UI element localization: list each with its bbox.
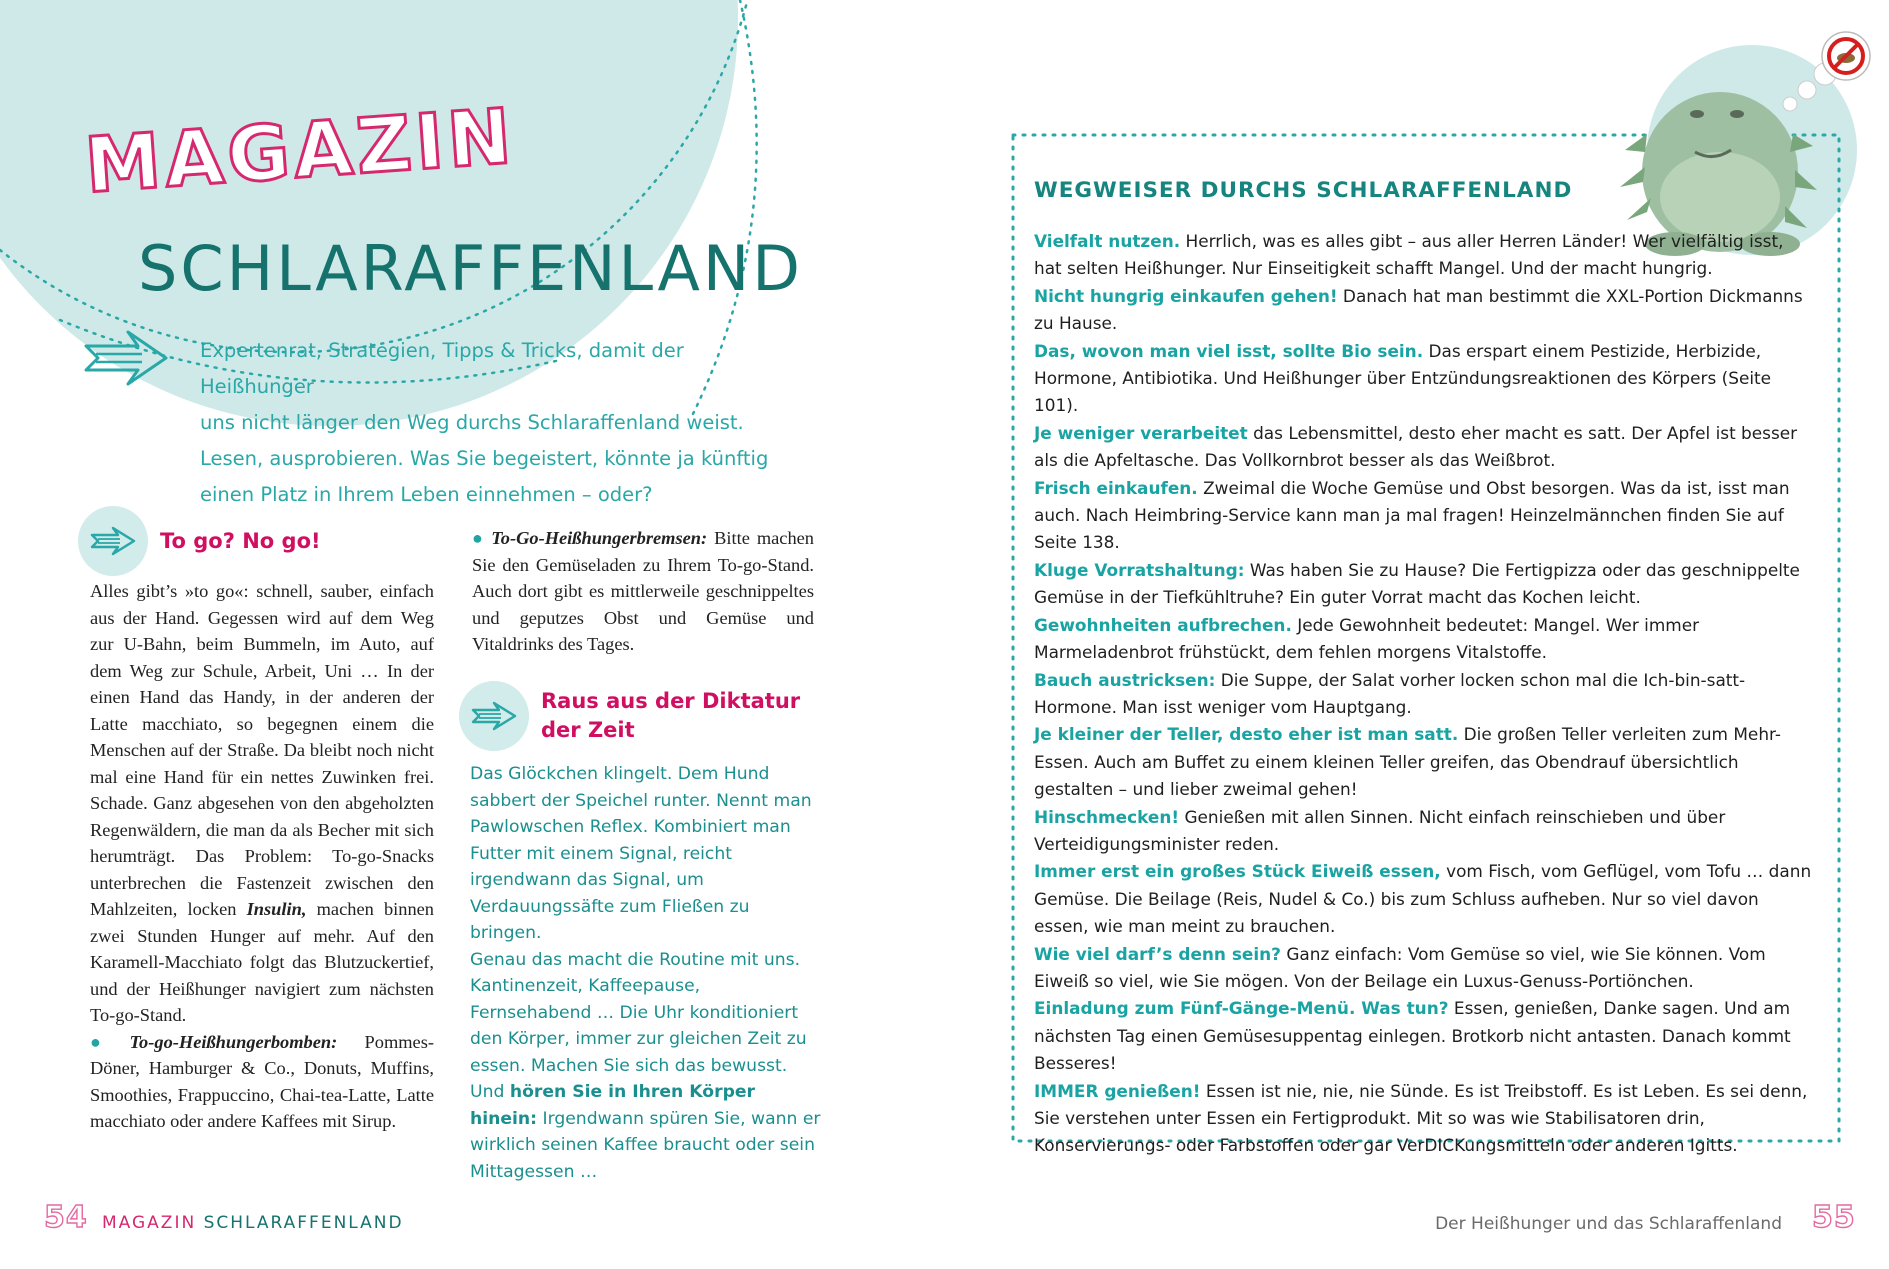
wegweiser-list xyxy=(1034,228,1816,1160)
intro-text xyxy=(200,333,780,513)
wegweiser-item: Bauch austricksen: Die Suppe, der Salat vorher locken schon mal die Ich-bin-satt-Hormone. Man isst weniger vom Hauptgang. xyxy=(1034,669,1746,717)
wegweiser-item: Vielfalt nutzen. Herrlich, was es alles gibt – aus aller Herren Länder! Wer vielfältig isst, hat selten Heißhunger. Nur Einseitigkeit schafft Mangel. Und der macht hungrig. xyxy=(1034,231,1784,279)
section-title: To go? No go! xyxy=(160,528,321,553)
page-number-right: 55 xyxy=(1812,1200,1856,1235)
intro-line: uns nicht länger den Weg durchs Schlaraffenland weist. xyxy=(200,411,744,434)
wegweiser-item: Frisch einkaufen. Zweimal die Woche Gemüse und Obst besorgen. Was da ist, isst man auch. Nach Heimbring-Service kann man ja mal fragen! Heinzelmännchen finden Sie auf Seite 138. xyxy=(1034,477,1790,553)
wegweiser-item: Wie viel darf’s denn sein? Ganz einfach: Vom Gemüse so viel, wie Sie können. Vom Eiweiß so viel, wie Sie mögen. Von der Beilage ein Luxus-Genuss-Portiönchen. xyxy=(1034,943,1766,991)
section-heading-togo xyxy=(78,506,321,576)
wegweiser-item: IMMER genießen! Essen ist nie, nie, nie Sünde. Es ist Treibstoff. Es ist Leben. Es sei denn, Sie verstehen unter Essen ein Fertigprodukt. Mit so was wie Stabilisatoren drin, Konservierungs- oder Farbstoffen oder gar VerDICKungsmitteln oder anderen Igitts. xyxy=(1034,1080,1808,1156)
diktatur-paragraph: Genau das macht die Routine mit uns. Kantinenzeit, Kaffeepause, Fernsehabend … Die Uhr konditioniert den Körper, immer zur gleichen Zeit zu essen. Machen Sie sich das bewusst. xyxy=(470,949,807,1076)
togo-paragraph: Alles gibt’s »to go«: schnell, sauber, einfach aus der Hand. Gegessen wird auf dem Weg zur U-Bahn, beim Bummeln, im Auto, auf dem Weg zur Schule, Arbeit, Uni … In der einen Hand das Handy, in der anderen der Latte macchiato, so begegnen einem die Menschen auf der Straße. Da bleibt noch nicht mal eine Hand für ein nettes Zuwinken frei. Schade. Ganz abgesehen von den abgeholzten Regenwäldern, die man da als Becher mit sich herumträgt. Das Problem: To-go-Snacks unterbrechen die Fastenzeit zwischen den Mahlzeiten, locken Insulin, machen binnen zwei Stunden Hunger auf mehr. Auf den Karamell-Macchiato folgt das Blutzuckertief, und der Heißhunger navigiert zum nächsten To-go-Stand. xyxy=(90,581,434,1025)
running-head-right: Der Heißhunger und das Schlaraffenland xyxy=(1435,1214,1782,1234)
double-arrow-icon xyxy=(459,681,529,751)
no-food-icon xyxy=(1820,30,1872,82)
page-number-left: 54 xyxy=(44,1200,88,1235)
wegweiser-title: WEGWEISER DURCHS SCHLARAFFENLAND xyxy=(1034,178,1573,203)
bremsen-column xyxy=(472,525,814,658)
wegweiser-item: Einladung zum Fünf-Gänge-Menü. Was tun? Essen, genießen, Danke sagen. Und am nächsten Tag einen Gemüsesuppentag einlegen. Brotkorb nicht antasten. Danach kommt Besseres! xyxy=(1034,998,1791,1074)
section-heading-diktatur xyxy=(459,681,800,751)
intro-line: Lesen, ausprobieren. Was Sie begeistert, könnte ja künftig xyxy=(200,447,769,470)
intro-line: einen Platz in Ihrem Leben einnehmen – oder? xyxy=(200,483,653,506)
double-arrow-icon xyxy=(82,326,172,390)
schlaraffenland-title: SCHLARAFFENLAND xyxy=(138,232,803,305)
diktatur-paragraph: Und hören Sie in Ihren Körper hinein: Irgendwann spüren Sie, wann er wirklich seinen Kaffee braucht oder sein Mittagessen … xyxy=(470,1082,821,1182)
wegweiser-item: Je weniger verarbeitet das Lebensmittel, desto eher macht es satt. Der Apfel ist besser als die Apfeltasche. Das Vollkornbrot besser als das Weißbrot. xyxy=(1034,422,1798,471)
diktatur-column xyxy=(470,761,822,1185)
togo-column xyxy=(90,578,434,1135)
wegweiser-item: Nicht hungrig einkaufen gehen! Danach hat man bestimmt die XXL-Portion Dickmanns zu Hause. xyxy=(1034,285,1803,334)
intro-line: Expertenrat, Strategien, Tipps & Tricks, damit der Heißhunger xyxy=(200,339,684,398)
bullet-bremsen: ● To-Go-Heißhungerbremsen: Bitte machen Sie den Gemüseladen zu Ihrem To-go-Stand. Auch dort gibt es mittlerweile geschnippeltes und geputzes Obst und Gemüse und Vitaldrinks des Tages. xyxy=(472,528,815,654)
wegweiser-item: Immer erst ein großes Stück Eiweiß essen, vom Fisch, vom Geflügel, vom Tofu … dann Gemüse. Die Beilage (Reis, Nudel & Co.) bis zum Schluss aufheben. Nur so viel davon essen, wie man meint zu brauchen. xyxy=(1034,861,1812,937)
wegweiser-item: Kluge Vorratshaltung: Was haben Sie zu Hause? Die Fertigpizza oder das geschnippelte Gemüse in der Tiefkühltruhe? Ein guter Vorrat macht das Kochen leicht. xyxy=(1034,559,1800,608)
running-head-left: MAGAZIN SCHLARAFFENLAND xyxy=(102,1213,404,1233)
wegweiser-item: Hinschmecken! Genießen mit allen Sinnen. Nicht einfach reinschieben und über Verteidigungsminister reden. xyxy=(1034,806,1726,854)
double-arrow-icon xyxy=(78,506,148,576)
diktatur-paragraph: Das Glöckchen klingelt. Dem Hund sabbert der Speichel runter. Nennt man Pawlowschen Reflex. Kombiniert man Futter mit einem Signal, reicht irgendwann das Signal, um Verdauungssäfte zum Fließen zu bringen. xyxy=(470,764,812,943)
wegweiser-item: Je kleiner der Teller, desto eher ist man satt. Die großen Teller verleiten zum Mehr-Essen. Auch am Buffet zu einem kleinen Teller greifen, das Obendrauf übersichtlich gestalten – und lieber zweimal gehen! xyxy=(1034,724,1781,800)
section-title: Raus aus der Diktatur der Zeit xyxy=(541,689,801,742)
wegweiser-item: Das, wovon man viel isst, sollte Bio sein. Das erspart einem Pestizide, Herbizide, Hormone, Antibiotika. Und Heißhunger über Entzündungsreaktionen des Körpers (Seite 101). xyxy=(1034,340,1772,416)
wegweiser-item: Gewohnheiten aufbrechen. Jede Gewohnheit bedeutet: Mangel. Wer immer Marmeladenbrot frühstückt, dem fehlen morgens Vitalstoffe. xyxy=(1034,614,1700,663)
magazin-title: MAGAZIN xyxy=(82,91,519,210)
bullet-bomben: ● To-go-Heißhungerbomben: Pommes-Döner, Hamburger & Co., Donuts, Muffins, Smoothies, Frappuccino, Chai-tea-Latte, Latte macchiato oder andere Kaffees mit Sirup. xyxy=(90,1031,434,1131)
